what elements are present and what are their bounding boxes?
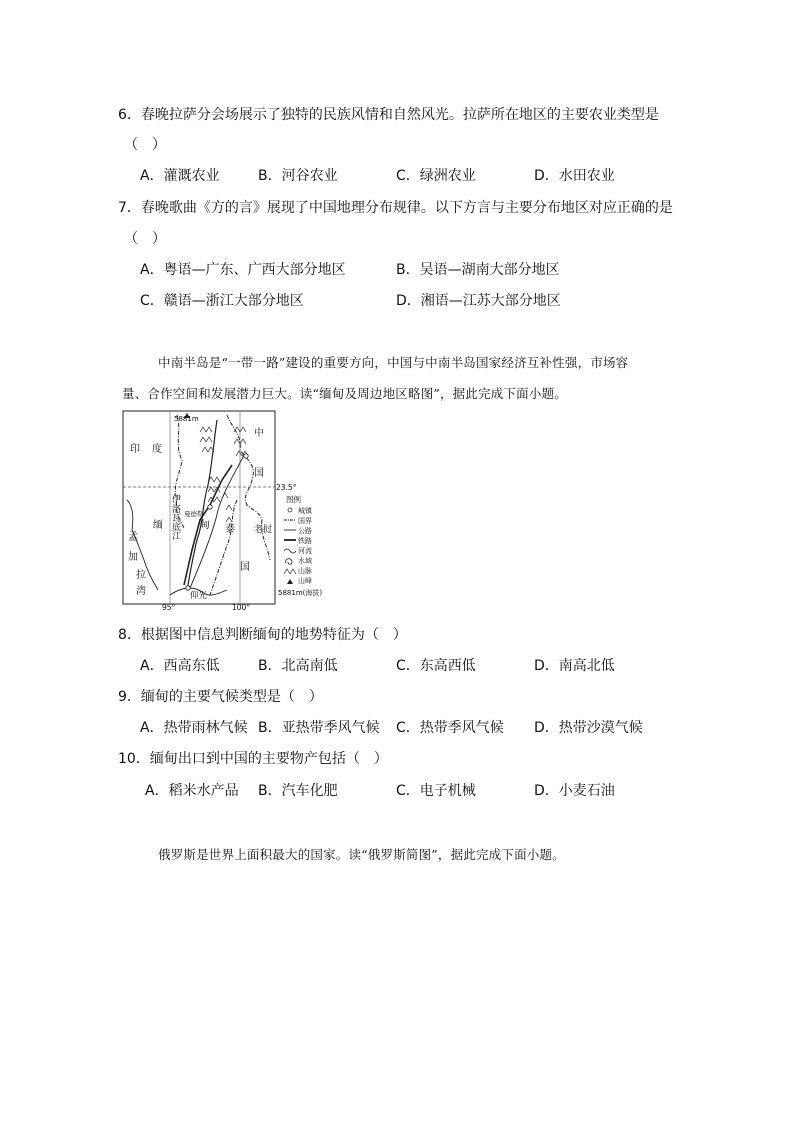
label-longitude-100: 100° <box>232 603 251 610</box>
city-marker-mandalay <box>208 505 212 509</box>
legend-border: 国界 <box>298 517 312 525</box>
label-india-2: 度 <box>152 444 162 455</box>
passage-intro-line-2: 量、合作空间和发展潜力巨大。读“缅甸及周边地区略图”，据此完成下面小题。 <box>122 386 567 401</box>
legend-river: 河流 <box>298 547 312 555</box>
legend-river-icon <box>284 549 296 553</box>
legend-mountain-icon <box>284 569 296 574</box>
legend-city-icon <box>288 508 292 512</box>
label-irrawaddy-5: 江 <box>172 532 182 542</box>
map-legend <box>278 494 322 597</box>
label-bay-2: 加 <box>128 552 138 563</box>
question-6-option-a: A．灌溉农业 <box>140 168 220 184</box>
question-6-stem: 6．春晚拉萨分会场展示了独特的民族风情和自然风光。拉萨所在地区的主要农业类型是 <box>118 107 659 123</box>
label-thailand-1: 泰 <box>225 524 235 535</box>
city-marker-yangon <box>186 586 190 590</box>
label-thailand-2: 国 <box>240 562 250 573</box>
irrawaddy-river <box>187 420 217 590</box>
label-bay-1: 孟 <box>128 532 138 543</box>
legend-highway: 公路 <box>298 527 312 535</box>
label-irrawaddy-3: 瓦 <box>172 514 182 524</box>
question-10-option-a: A．稻米水产品 <box>145 783 239 799</box>
question-9-option-b: B．亚热带季风气候 <box>258 720 380 736</box>
passage-intro-line-1: 中南半岛是“一带一路”建设的重要方向，中国与中南半岛国家经济互补性强，市场容 <box>158 355 629 370</box>
label-irrawaddy-1: 伊 <box>172 495 182 505</box>
label-bay-3: 拉 <box>136 570 146 581</box>
legend-peak: 山峰 <box>298 577 312 585</box>
label-laos: 老挝 <box>254 525 273 535</box>
legend-peak-icon <box>287 579 293 584</box>
legend-water-icon <box>286 559 292 565</box>
question-9-option-c: C．热带季风气候 <box>396 720 504 736</box>
label-myanmar-1: 缅 <box>153 520 163 531</box>
myanmar-region-map <box>122 410 334 610</box>
border-myanmar-thailand <box>210 500 237 595</box>
question-10-option-c: C．电子机械 <box>396 783 476 799</box>
legend-mountain: 山脉 <box>298 567 312 575</box>
question-9-option-a: A．热带雨林气候 <box>140 720 248 736</box>
label-myanmar-2: 甸 <box>200 520 210 531</box>
question-6-paren: （ ） <box>124 137 166 153</box>
highway <box>190 455 244 588</box>
question-8-option-a: A．西高东低 <box>140 658 220 674</box>
question-7-stem: 7．春晚歌曲《方的言》展现了中国地理分布规律。以下方言与主要分布地区对应正确的是 <box>118 200 673 216</box>
question-6-option-b: B．河谷农业 <box>258 168 338 184</box>
question-8-option-c: C．东高西低 <box>396 658 476 674</box>
legend-water: 水域 <box>298 557 312 565</box>
label-yangon: 仰光 <box>190 591 208 601</box>
legend-peak-note: 5881m(海拔) <box>278 589 323 597</box>
question-10-option-b: B．汽车化肥 <box>258 783 338 799</box>
legend-city: 城镇 <box>298 507 312 515</box>
question-9-stem: 9．缅甸的主要气候类型是（ ） <box>118 689 323 705</box>
peak-label: 5881m <box>174 415 199 423</box>
label-irrawaddy-4: 底 <box>172 523 182 533</box>
question-6-option-d: D．水田农业 <box>534 168 615 184</box>
mountain-range-symbols <box>200 427 248 522</box>
question-8-stem: 8．根据图中信息判断缅甸的地势特征为（ ） <box>118 627 407 643</box>
question-7-option-d: D．湘语—江苏大部分地区 <box>396 293 561 309</box>
label-india-1: 印 <box>130 444 140 455</box>
question-9-option-d: D．热带沙漠气候 <box>534 720 643 736</box>
label-irrawaddy-2: 洛 <box>172 505 182 515</box>
legend-title: 图例 <box>286 495 301 504</box>
label-china-1: 中 <box>254 428 264 439</box>
city-marker-north <box>244 454 248 458</box>
label-china-2: 国 <box>254 468 264 479</box>
question-7-option-a: A．粤语—广东、广西大部分地区 <box>140 262 346 278</box>
question-6-option-c: C．绿洲农业 <box>396 168 476 184</box>
passage-intro-russia: 俄罗斯是世界上面积最大的国家。读“俄罗斯简图”，据此完成下面小题。 <box>158 847 565 862</box>
label-bay-4: 湾 <box>136 586 146 597</box>
question-8-option-b: B．北高南低 <box>258 658 338 674</box>
label-latitude: 23.5° <box>276 483 297 492</box>
question-7-option-c: C．赣语—浙江大部分地区 <box>140 293 304 309</box>
question-8-option-d: D．南高北低 <box>534 658 615 674</box>
legend-railway: 铁路 <box>298 537 312 545</box>
question-10-option-d: D．小麦石油 <box>534 783 615 799</box>
question-10-stem: 10．缅甸出口到中国的主要物产包括（ ） <box>118 751 388 767</box>
label-mandalay: 曼德勒 <box>184 510 204 518</box>
question-7-paren: （ ） <box>124 231 166 247</box>
question-7-option-b: B．吴语—湖南大部分地区 <box>396 262 560 278</box>
label-longitude-95: 95° <box>162 603 176 610</box>
